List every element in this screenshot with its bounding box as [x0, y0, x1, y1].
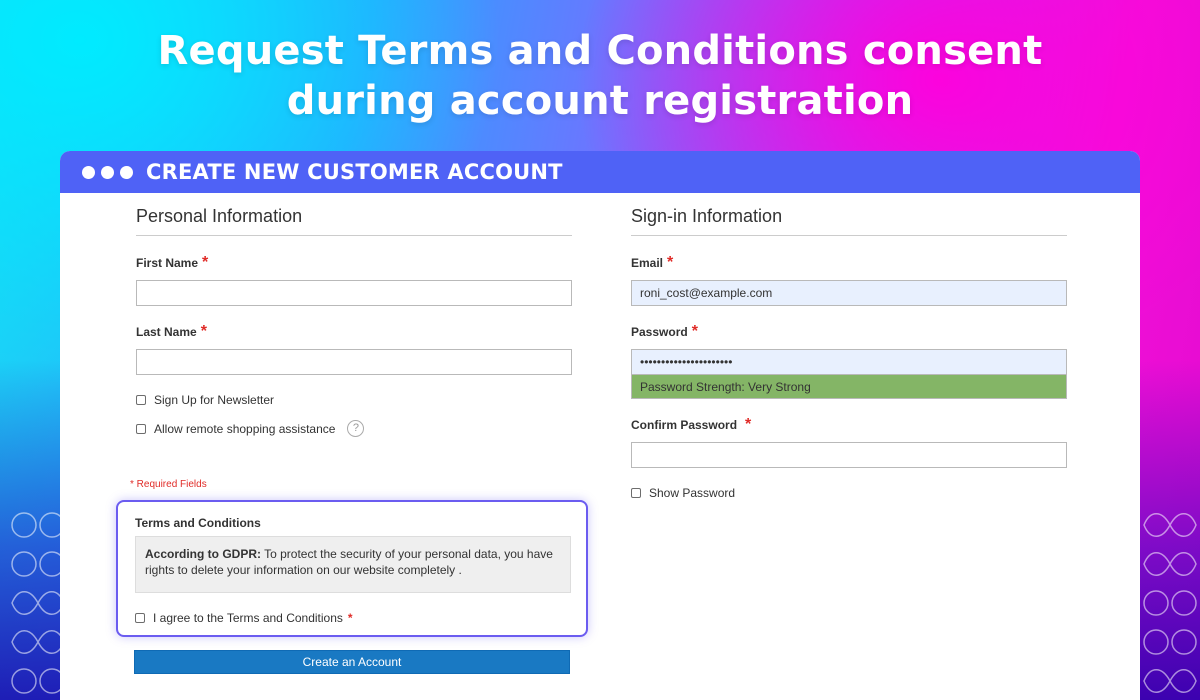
signin-information-title: Sign-in Information	[631, 193, 1067, 236]
required-asterisk: *	[745, 416, 752, 433]
terms-agree-row[interactable]	[135, 611, 353, 625]
required-asterisk: *	[347, 611, 353, 625]
dot-icon	[120, 166, 133, 179]
decorative-pattern-right	[1138, 508, 1200, 700]
last-name-input[interactable]	[136, 349, 572, 375]
password-group	[631, 323, 1067, 341]
last-name-group	[136, 323, 572, 341]
last-name-label: Last Name	[136, 325, 197, 339]
headline-line-2: during account registration	[286, 78, 914, 124]
confirm-password-input[interactable]	[631, 442, 1067, 468]
signin-information-section	[631, 193, 1067, 500]
window-title: CREATE NEW CUSTOMER ACCOUNT	[146, 160, 563, 184]
show-password-label: Show Password	[649, 486, 736, 500]
personal-information-section	[136, 193, 572, 437]
required-asterisk: *	[200, 323, 207, 340]
newsletter-checkbox[interactable]	[136, 395, 146, 405]
window-dots	[82, 166, 133, 179]
password-strength-meter: Password Strength: Very Strong	[631, 375, 1067, 399]
dot-icon	[82, 166, 95, 179]
registration-window	[60, 151, 1140, 700]
remote-assistance-checkbox[interactable]	[136, 424, 146, 434]
create-account-button[interactable]: Create an Account	[134, 650, 570, 674]
personal-information-title: Personal Information	[136, 193, 572, 236]
remote-assistance-label: Allow remote shopping assistance	[154, 421, 336, 436]
email-input[interactable]	[631, 280, 1067, 306]
first-name-label: First Name	[136, 256, 199, 270]
help-icon[interactable]: ?	[347, 420, 364, 437]
show-password-row[interactable]	[631, 486, 1067, 500]
required-asterisk: *	[667, 254, 674, 271]
password-label: Password	[631, 325, 688, 339]
terms-agree-label: I agree to the Terms and Conditions	[153, 611, 343, 625]
first-name-input[interactable]	[136, 280, 572, 306]
headline	[0, 26, 1200, 126]
window-titlebar	[60, 151, 1140, 193]
terms-agree-checkbox[interactable]	[135, 613, 145, 623]
decorative-pattern-left	[8, 508, 68, 700]
show-password-checkbox[interactable]	[631, 488, 641, 498]
dot-icon	[101, 166, 114, 179]
remote-assistance-row[interactable]	[136, 420, 572, 437]
first-name-group	[136, 254, 572, 272]
password-input[interactable]	[631, 349, 1067, 375]
headline-line-1: Request Terms and Conditions consent	[157, 28, 1043, 74]
terms-text	[135, 536, 571, 593]
terms-text-bold: According to GDPR:	[145, 547, 261, 561]
email-group	[631, 254, 1067, 272]
required-asterisk: *	[691, 323, 698, 340]
newsletter-row[interactable]	[136, 393, 572, 407]
required-asterisk: *	[202, 254, 209, 271]
terms-title: Terms and Conditions	[135, 516, 261, 530]
newsletter-label: Sign Up for Newsletter	[154, 393, 275, 407]
required-fields-note: * Required Fields	[130, 479, 207, 490]
confirm-password-group	[631, 416, 1067, 434]
confirm-password-label: Confirm Password	[631, 418, 738, 432]
terms-text-body: To protect the security of your personal data, you have rights to delete your information on our website completely .	[145, 547, 553, 577]
terms-and-conditions-box	[116, 500, 588, 637]
email-label: Email	[631, 256, 664, 270]
